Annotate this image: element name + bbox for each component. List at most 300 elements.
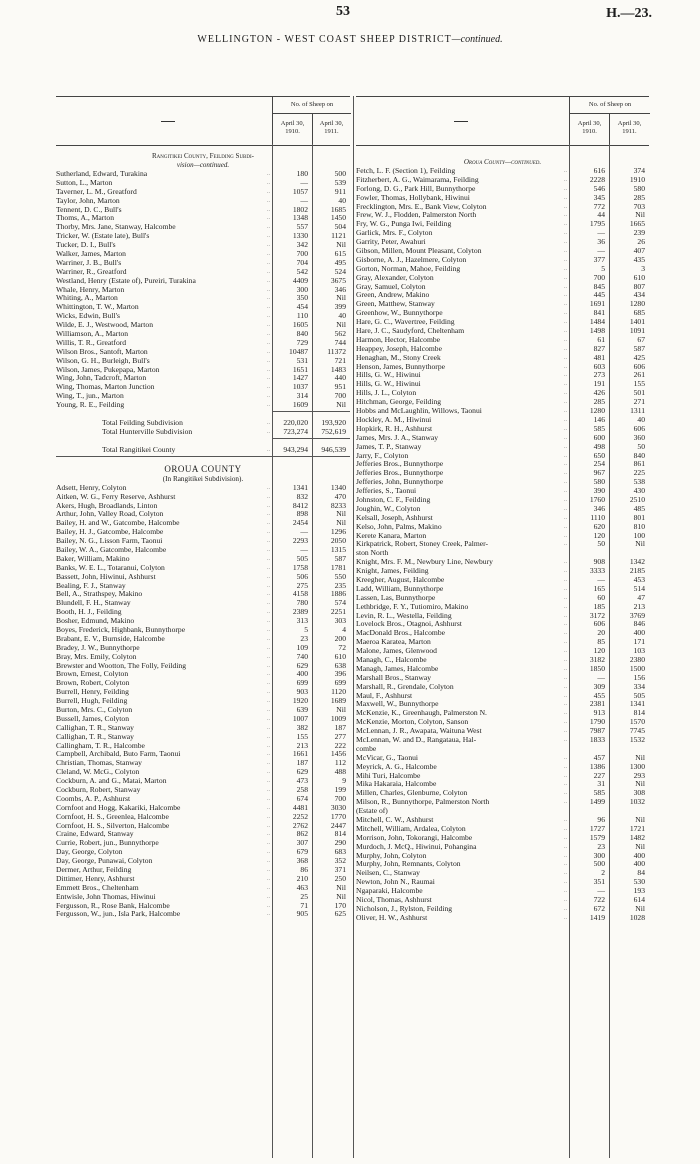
owner-name: Brabant, E. V., Burnside, Halcombe: [56, 634, 165, 643]
owner-name: Knight, Mrs. F. M., Newbury Line, Newbury: [356, 558, 493, 567]
sheep-1910: 1795: [589, 219, 605, 229]
sheep-1911: 501: [633, 388, 645, 398]
sheep-1910: 254: [593, 459, 605, 469]
sheep-1910: 61: [597, 334, 605, 344]
sheep-1910: 740: [296, 651, 308, 661]
owner-name: Jarry, F., Colyton: [356, 451, 409, 460]
table-row: [356, 274, 649, 283]
table-row: [356, 843, 649, 852]
owner-name: Bosher, Edmund, Makino: [56, 617, 135, 626]
table-row: [356, 683, 649, 692]
sheep-1910: 71: [300, 900, 308, 910]
sheep-1911: 1296: [330, 527, 346, 537]
owner-name: McLennan, J. R., Awapata, Waituna West: [356, 727, 482, 736]
sheep-1910: 300: [296, 284, 308, 294]
leader-dots: ..: [267, 188, 270, 195]
owner-name: Kreegher, August, Halcombe: [356, 575, 445, 584]
leader-dots: ..: [267, 339, 270, 346]
owner-name: James, T. P., Stanway: [356, 442, 422, 451]
right-table-body: [356, 146, 649, 923]
owner-name: Bailey, H. J., Gatcombe, Halcombe: [56, 528, 164, 537]
owner-name: Bray, Mrs. Emily, Colyton: [56, 652, 137, 661]
owner-name: Callingham, T. R., Halcombe: [56, 741, 145, 750]
sheep-1910: 213: [296, 740, 308, 750]
owner-name: MacDonald Bros., Halcombe: [356, 629, 445, 638]
leader-dots: ..: [564, 817, 567, 824]
title-text: WELLINGTON - WEST COAST SHEEP DISTRICT: [197, 34, 452, 45]
table-row: [356, 603, 649, 612]
table-row: [356, 665, 649, 674]
sheep-1911: Nil: [635, 779, 645, 789]
leader-dots: ..: [267, 493, 270, 500]
sheep-1911: 400: [633, 628, 645, 638]
owner-name: Brown, Ernest, Colyton: [56, 670, 129, 679]
header-dash: [454, 121, 468, 122]
owner-name: Walker, James, Marton: [56, 250, 126, 259]
leader-dots: ..: [564, 541, 567, 548]
owner-name: Total Hunterville Subdivision: [102, 427, 193, 436]
leader-dots: ..: [267, 742, 270, 749]
table-row: [356, 887, 649, 896]
sheep-1910: 187: [296, 758, 308, 768]
owner-name: Jefferies Bros., Bunnythorpe: [356, 460, 444, 469]
owner-name: Henaghan, M., Stony Creek: [356, 353, 441, 362]
table-row: [356, 371, 649, 380]
owner-name: Mitchell, C. W., Ashhurst: [356, 816, 434, 825]
sheep-1910: 390: [593, 486, 605, 496]
owner-name: Fergusson, W., jun., Isla Park, Halcombe: [56, 910, 181, 919]
leader-dots: ..: [564, 310, 567, 317]
leader-dots: ..: [564, 790, 567, 797]
leader-dots: ..: [564, 176, 567, 183]
owner-name: Lovelock Bros., Otagnoi, Ashhurst: [356, 620, 462, 629]
owner-name: Wilson, James, Pukepapa, Marton: [56, 365, 160, 374]
sheep-1911: 1781: [330, 562, 346, 572]
sheep-1910: 25: [300, 891, 308, 901]
owner-name: Marshall, R., Grendale, Colyton: [356, 682, 454, 691]
leader-dots: ..: [564, 203, 567, 210]
table-row: [356, 220, 649, 229]
sheep-1911: 399: [334, 302, 346, 312]
sheep-1911: 703: [633, 201, 645, 211]
sheep-1910: 1651: [292, 364, 308, 374]
table-row: [356, 434, 649, 443]
sheep-1910: 700: [296, 249, 308, 259]
leader-dots: ..: [564, 914, 567, 921]
owner-name: Maxwell, W., Bunnythorpe: [356, 700, 439, 709]
page-number: 53: [336, 4, 350, 19]
sheep-1910: 96: [597, 815, 605, 825]
right-table-header: [356, 96, 649, 146]
leader-dots: ..: [564, 256, 567, 263]
sheep-1910: 1727: [589, 823, 605, 833]
leader-dots: ..: [564, 283, 567, 290]
owner-name: Cornfoot and Hogg, Kakariki, Halcombe: [56, 803, 181, 812]
sheep-1911: Nil: [336, 891, 346, 901]
sheep-1911: 371: [334, 865, 346, 875]
owner-name: Total Feilding Subdivision: [102, 419, 183, 428]
owner-name: Morrison, John, Tokorangi, Halcombe: [356, 833, 473, 842]
sheep-1911: 861: [633, 459, 645, 469]
owner-name: Wing, T., jun., Marton: [56, 392, 124, 401]
owner-name: McVicar, G., Taonui: [356, 753, 419, 762]
table-row: [356, 807, 649, 816]
sheep-1911: 744: [334, 337, 346, 347]
sheep-1910: 273: [593, 370, 605, 380]
owner-name: Bassett, John, Hiwinui, Ashhurst: [56, 572, 156, 581]
owner-name: Henson, James, Bunnythorpe: [356, 362, 446, 371]
sheep-1911: 470: [334, 491, 346, 501]
leader-dots: ..: [267, 331, 270, 338]
leader-dots: ..: [564, 559, 567, 566]
sheep-1911: 615: [334, 249, 346, 259]
sheep-1911: 1483: [330, 364, 346, 374]
table-row: [356, 834, 649, 843]
owner-name: Mika Hakaraia, Halcombe: [356, 780, 437, 789]
leader-dots: ..: [267, 295, 270, 302]
leader-dots: ..: [267, 420, 270, 427]
sheep-1911: 156: [633, 672, 645, 682]
leader-dots: ..: [267, 179, 270, 186]
leader-dots: ..: [267, 224, 270, 231]
sheep-1911: 3: [641, 263, 645, 273]
sheep-1910: 4409: [292, 275, 308, 285]
sheep-1911: 40: [637, 414, 645, 424]
leader-dots: ..: [267, 573, 270, 580]
center-rule: [353, 96, 354, 1158]
sheep-1910: 1579: [589, 832, 605, 842]
col-1911-header: April 30, 1911.: [609, 114, 649, 145]
owner-name: Callighan, T. R., Stanway: [56, 723, 134, 732]
sheep-1911: Nil: [336, 240, 346, 250]
owner-name: Hills, G. W., Hiwinui: [356, 380, 421, 389]
leader-dots: ..: [564, 390, 567, 397]
sheep-1911: 200: [334, 633, 346, 643]
leader-dots: ..: [267, 322, 270, 329]
sheep-1910: 780: [296, 598, 308, 608]
sheep-1910: 1920: [292, 696, 308, 706]
table-row: [356, 896, 649, 905]
sheep-1910: 557: [296, 222, 308, 232]
sheep-1910: 1007: [292, 713, 308, 723]
leader-dots: ..: [564, 897, 567, 904]
sheep-1910: 5: [601, 263, 605, 273]
table-row: [356, 469, 649, 478]
sheep-1910: 1330: [292, 231, 308, 241]
leader-dots: ..: [564, 710, 567, 717]
owner-name: Burrell, Hugh, Feilding: [56, 697, 128, 706]
sheep-1910: 1691: [589, 299, 605, 309]
leader-dots: ..: [267, 233, 270, 240]
sheep-1911: 814: [633, 708, 645, 718]
sheep-1911: 638: [334, 660, 346, 670]
sheep-1911: 396: [334, 669, 346, 679]
page-reference: H.—23.: [606, 6, 652, 21]
table-row: [356, 283, 649, 292]
owner-name: Tricker, W. (Estate late), Bull's: [56, 232, 150, 241]
sheep-1910: 1419: [589, 912, 605, 922]
table-row: [356, 318, 649, 327]
sheep-1911: 2185: [629, 566, 645, 576]
leader-dots: ..: [267, 375, 270, 382]
owner-name: Oliver, H. W., Ashhurst: [356, 913, 428, 922]
sheep-1911: 587: [334, 553, 346, 563]
sheep-1911: 699: [334, 678, 346, 688]
owner-name: Brewster and Wootton, The Folly, Feilding: [56, 661, 187, 670]
leader-dots: ..: [267, 653, 270, 660]
leader-dots: ..: [267, 286, 270, 293]
col-1911-header: April 30, 1911.: [312, 114, 350, 145]
leader-dots: ..: [564, 185, 567, 192]
sheep-1910: —: [597, 672, 605, 682]
leader-dots: ..: [267, 822, 270, 829]
owner-name: Lethbridge, F. Y., Tutiomiro, Makino: [356, 602, 469, 611]
leader-dots: ..: [564, 168, 567, 174]
owner-name: Garrity, Peter, Awahuri: [356, 238, 426, 247]
leader-dots: ..: [564, 754, 567, 761]
sheep-1910: 639: [296, 704, 308, 714]
sheep-1911: 346: [334, 284, 346, 294]
sheep-1910: —: [300, 527, 308, 537]
sheep-1910: 109: [296, 642, 308, 652]
sheep-1910: 36: [597, 237, 605, 247]
sheep-1910: 903: [296, 687, 308, 697]
sheep-1910: 7987: [589, 726, 605, 736]
sheep-1911: 435: [633, 254, 645, 264]
sheep-1910: 1341: [292, 482, 308, 492]
sheep-1911: 434: [633, 290, 645, 300]
owner-name: Sutherland, Edward, Turakina: [56, 170, 148, 178]
sheep-1911: 9: [342, 776, 346, 786]
sheep-1911: 222: [334, 740, 346, 750]
sheep-1911: 50: [637, 441, 645, 451]
sheep-1910: 309: [593, 681, 605, 691]
owner-name: Jefferies, John, Bunnythorpe: [356, 478, 444, 487]
sheep-1911: Nil: [336, 518, 346, 528]
sheep-1910: 110: [296, 311, 308, 321]
table-row: [356, 745, 649, 754]
sheep-1911: 606: [633, 423, 645, 433]
sheep-1911: 606: [633, 361, 645, 371]
leader-dots: ..: [267, 751, 270, 758]
owner-name: Nicol, Thomas, Ashhurst: [356, 896, 432, 905]
owner-name: Johnston, C. F., Feilding: [356, 495, 431, 504]
sheep-1911: 840: [633, 450, 645, 460]
sheep-1911: 3675: [330, 275, 346, 285]
sheep-1911: Nil: [336, 320, 346, 330]
table-row: [356, 567, 649, 576]
sheep-1910: 1661: [292, 749, 308, 759]
leader-dots: ..: [564, 799, 567, 806]
leader-dots: ..: [564, 248, 567, 255]
sheep-1910: 457: [593, 752, 605, 762]
leader-dots: ..: [564, 603, 567, 610]
leader-dots: ..: [564, 834, 567, 841]
leader-dots: ..: [564, 292, 567, 299]
left-table-header: [56, 96, 350, 146]
leader-dots: ..: [267, 366, 270, 373]
owner-name: Meyrick, A. G., Halcombe: [356, 762, 437, 771]
sheep-1910: 180: [296, 169, 308, 178]
sheep-1910: 227: [593, 770, 605, 780]
sheep-1911: 84: [637, 868, 645, 878]
sheep-1911: 1500: [629, 663, 645, 673]
sheep-1910: 377: [593, 254, 605, 264]
sheep-1911: 488: [334, 767, 346, 777]
sheep-1911: 1456: [330, 749, 346, 759]
sheep-1911: 1121: [331, 231, 346, 241]
table-row: [356, 763, 649, 772]
sheep-1910: 913: [593, 708, 605, 718]
leader-dots: ..: [267, 538, 270, 545]
sheep-1910: 546: [593, 183, 605, 193]
sheep-1911: 530: [633, 877, 645, 887]
sheep-1911: 100: [633, 530, 645, 540]
table-row: [356, 194, 649, 203]
table-row: [356, 256, 649, 265]
leader-dots: ..: [267, 644, 270, 651]
table-row: [356, 291, 649, 300]
owner-name: Dermer, Arthur, Feilding: [56, 866, 132, 875]
sheep-1910: 542: [296, 266, 308, 276]
owner-name: Sutton, L., Marton: [56, 178, 113, 187]
leader-dots: ..: [267, 600, 270, 607]
table-row: [356, 594, 649, 603]
grand-total-row: [56, 446, 350, 455]
leader-dots: ..: [564, 319, 567, 326]
sheep-1911: 112: [334, 758, 346, 768]
leader-dots: ..: [564, 496, 567, 503]
sheep-1910: 699: [296, 678, 308, 688]
sheep-1910: 1110: [590, 512, 605, 522]
sheep-1910: 313: [296, 616, 308, 626]
owner-name: Forlong, D. G., Park Hill, Bunnythorpe: [356, 184, 476, 193]
sheep-1910: 841: [593, 308, 605, 318]
owner-name: Craine, Edward, Stanway: [56, 830, 134, 839]
oroua-county-subtitle: (In Rangitikei Subdivision).: [162, 474, 244, 483]
owner-name: Hockley, A. M., Hiwinui: [356, 415, 432, 424]
section-heading: Rangitikei County, Feilding Subdi-: [152, 152, 254, 160]
owner-name: Bailey, N. G., Lisson Farm, Taonui: [56, 537, 163, 546]
page-title: [0, 34, 700, 45]
table-row: [356, 416, 649, 425]
owner-name: Hobbs and McLaughlin, Willows, Taonui: [356, 407, 482, 416]
table-row: [356, 612, 649, 621]
sheep-1911: 946,539: [321, 444, 346, 454]
leader-dots: ..: [564, 737, 567, 743]
owner-name: Wilson, G. H., Burleigh, Bull's: [56, 356, 150, 365]
sheep-1911: 11372: [327, 346, 346, 356]
owner-name: Williamson, A., Marton: [56, 330, 129, 339]
sheep-1910: 2381: [589, 699, 605, 709]
leader-dots: ..: [564, 585, 567, 592]
owner-name: Lassen, Las, Bunnythorpe: [356, 593, 436, 602]
sheep-1911: 425: [633, 352, 645, 362]
sheep-1910: 1280: [589, 406, 605, 416]
leader-dots: ..: [267, 529, 270, 536]
sheep-1910: 672: [593, 903, 605, 913]
leader-dots: ..: [267, 902, 270, 909]
sheep-1911: 7745: [629, 726, 645, 736]
leader-dots: ..: [564, 861, 567, 868]
sheep-1911: 1091: [629, 326, 645, 336]
owner-name: Coombs, A. P., Ashhurst: [56, 794, 131, 803]
table-row: [356, 780, 649, 789]
leader-dots: ..: [267, 484, 270, 491]
leader-dots: ..: [267, 313, 270, 320]
leader-dots: ..: [267, 618, 270, 625]
leader-dots: ..: [267, 715, 270, 722]
table-row: [356, 549, 649, 558]
sheep-1910: 1605: [292, 320, 308, 330]
owner-name: Gibson, Millen, Mount Pleasant, Colyton: [356, 247, 482, 256]
owner-name: Hills, J. L., Colyton: [356, 389, 417, 398]
table-row: [356, 336, 649, 345]
owner-name: Wing, Thomas, Marton Junction: [56, 383, 155, 392]
table-row: [356, 238, 649, 247]
owner-name: Jefferies, S., Taonui: [356, 487, 417, 496]
sheep-1910: 1850: [589, 663, 605, 673]
sheep-1910: 616: [593, 166, 605, 175]
owner-name: Wilde, E. J., Westwood, Marton: [56, 321, 154, 330]
sheep-1910: 629: [296, 660, 308, 670]
sheep-1910: 368: [296, 856, 308, 866]
leader-dots: ..: [564, 230, 567, 237]
sheep-1910: 275: [296, 580, 308, 590]
leader-dots: ..: [267, 591, 270, 598]
owner-name: Garlick, Mrs. F., Colyton: [356, 229, 433, 238]
leader-dots: ..: [564, 728, 567, 735]
sheep-1911: 277: [334, 731, 346, 741]
leader-dots: ..: [564, 656, 567, 663]
sheep-1910: 165: [593, 583, 605, 593]
sheep-1910: 1057: [292, 186, 308, 196]
owner-name: Arthur, John, Valley Road, Colyton: [56, 510, 164, 519]
total-rule: [272, 438, 350, 439]
sheep-1911: 308: [633, 788, 645, 798]
owner-name: Bussell, James, Colyton: [56, 714, 129, 723]
leader-dots: ..: [267, 277, 270, 284]
owner-name: Brown, Robert, Colyton: [56, 679, 130, 688]
sheep-1911: 1311: [630, 406, 645, 416]
sheep-1910: 674: [296, 793, 308, 803]
owner-name: Fitzherbert, A. G., Waimarama, Feilding: [356, 175, 479, 184]
leader-dots: ..: [267, 259, 270, 266]
sheep-1911: 810: [633, 521, 645, 531]
owner-name: Banks, W. E. L., Totaranui, Colyton: [56, 563, 165, 572]
sheep-1911: 1342: [629, 557, 645, 567]
sheep-1910: —: [300, 544, 308, 554]
leader-dots: ..: [564, 701, 567, 708]
leader-dots: ..: [564, 408, 567, 415]
leader-dots: ..: [564, 576, 567, 583]
owner-name: Blundell, F. H., Stanway: [56, 599, 131, 608]
owner-name: Baker, William, Makino: [56, 554, 130, 563]
owner-name: Gisborne, A. J., Hazelmere, Colyton: [356, 255, 467, 264]
table-row: [356, 718, 649, 727]
sheep-1910: 898: [296, 509, 308, 519]
table-row: [356, 656, 649, 665]
leader-dots: ..: [564, 221, 567, 228]
leader-dots: ..: [564, 239, 567, 246]
sheep-1910: 772: [593, 201, 605, 211]
leader-dots: ..: [564, 452, 567, 459]
table-row: [356, 709, 649, 718]
sheep-1910: 600: [593, 432, 605, 442]
sheep-group-header: No. of Sheep on: [272, 97, 351, 114]
leader-dots: ..: [267, 813, 270, 820]
section-heading: Oroua County—continued.: [463, 158, 542, 166]
